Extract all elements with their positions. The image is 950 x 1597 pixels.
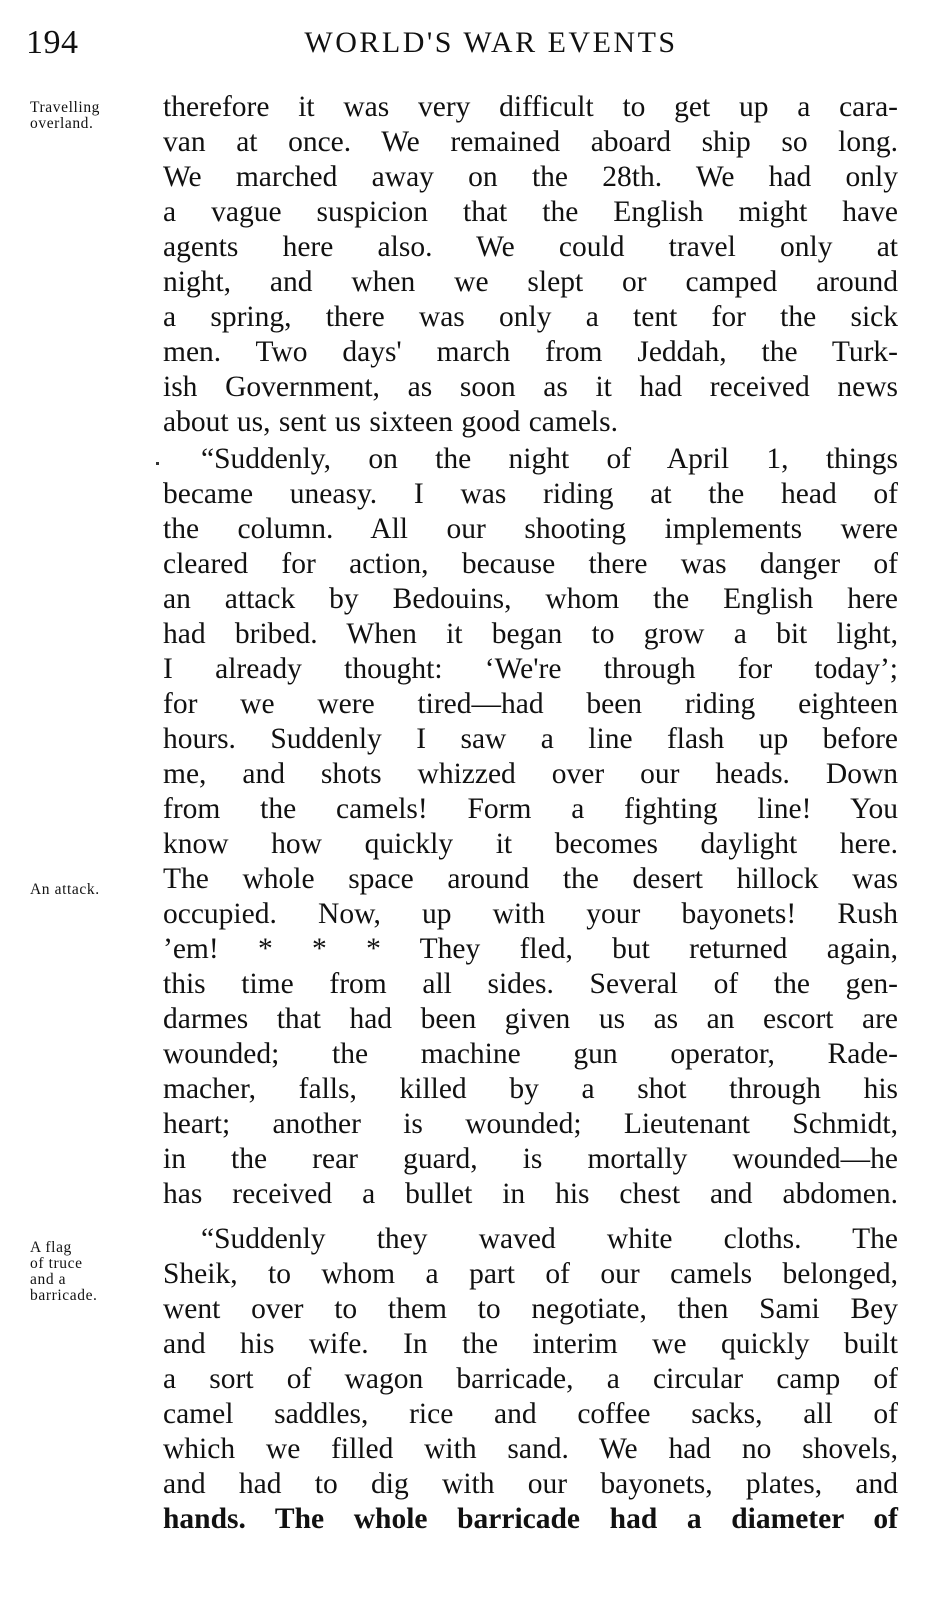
text-line: van at once. We remained aboard ship so long.	[163, 126, 898, 158]
running-head: WORLD'S WAR EVENTS	[304, 26, 678, 59]
page-number: 194	[26, 24, 79, 61]
text-line: an attack by Bedouins, whom the English here	[163, 583, 898, 615]
text-line: this time from all sides. Several of the gen-	[163, 968, 898, 1000]
text-line: camel saddles, rice and coffee sacks, all of	[163, 1398, 898, 1430]
text-line: men. Two days' march from Jeddah, the Turk-	[163, 336, 898, 368]
text-line: ’em! * * * They fled, but returned again,	[163, 933, 898, 965]
text-line: We marched away on the 28th. We had only	[163, 161, 898, 193]
text-line: darmes that had been given us as an escort are	[163, 1003, 898, 1035]
text-line: ish Government, as soon as it had received news	[163, 371, 898, 403]
text-line: hours. Suddenly I saw a line flash up before	[163, 723, 898, 755]
text-line: The whole space around the desert hillock was	[163, 863, 898, 895]
text-line: for we were tired—had been riding eighteen	[163, 688, 898, 720]
text-line: a spring, there was only a tent for the sick	[163, 301, 898, 333]
text-line: a vague suspicion that the English might have	[163, 196, 898, 228]
text-line: and his wife. In the interim we quickly built	[163, 1328, 898, 1360]
paragraph-start-line: “Suddenly, on the night of April 1, things	[201, 443, 898, 475]
text-line: had bribed. When it began to grow a bit light,	[163, 618, 898, 650]
text-line: Sheik, to whom a part of our camels belonged,	[163, 1258, 898, 1290]
paragraph-start-line: “Suddenly they waved white cloths. The	[201, 1223, 898, 1255]
text-line: occupied. Now, up with your bayonets! Rush	[163, 898, 898, 930]
margin-note-flag-of-truce: A flag of truce and a barricade.	[30, 1239, 98, 1304]
text-line: in the rear guard, is mortally wounded—he	[163, 1143, 898, 1175]
text-line: therefore it was very difficult to get up a cara-	[163, 91, 898, 123]
text-line: the column. All our shooting implements were	[163, 513, 898, 545]
margin-note-attack: An attack.	[30, 881, 100, 898]
text-line: has received a bullet in his chest and abdomen.	[163, 1178, 898, 1210]
text-line: cleared for action, because there was danger of	[163, 548, 898, 580]
text-line: and had to dig with our bayonets, plates, and	[163, 1468, 898, 1500]
text-line: I already thought: ‘We're through for today’;	[163, 653, 898, 685]
text-line: heart; another is wounded; Lieutenant Schmidt,	[163, 1108, 898, 1140]
text-line: hands. The whole barricade had a diameter of	[163, 1503, 898, 1535]
text-line: from the camels! Form a fighting line! You	[163, 793, 898, 825]
text-line: went over to them to negotiate, then Sami Bey	[163, 1293, 898, 1325]
text-line: wounded; the machine gun operator, Rade-	[163, 1038, 898, 1070]
page-header	[26, 18, 906, 68]
text-line: which we filled with sand. We had no shovels,	[163, 1433, 898, 1465]
margin-note-travelling: Travelling overland.	[30, 99, 101, 132]
text-line: agents here also. We could travel only at	[163, 231, 898, 263]
text-line: me, and shots whizzed over our heads. Down	[163, 758, 898, 790]
text-line: macher, falls, killed by a shot through his	[163, 1073, 898, 1105]
text-line: a sort of wagon barricade, a circular camp of	[163, 1363, 898, 1395]
text-line: became uneasy. I was riding at the head of	[163, 478, 898, 510]
text-line: night, and when we slept or camped around	[163, 266, 898, 298]
print-speck	[156, 462, 159, 465]
text-line: about us, sent us sixteen good camels.	[163, 406, 618, 438]
text-line: know how quickly it becomes daylight here.	[163, 828, 898, 860]
